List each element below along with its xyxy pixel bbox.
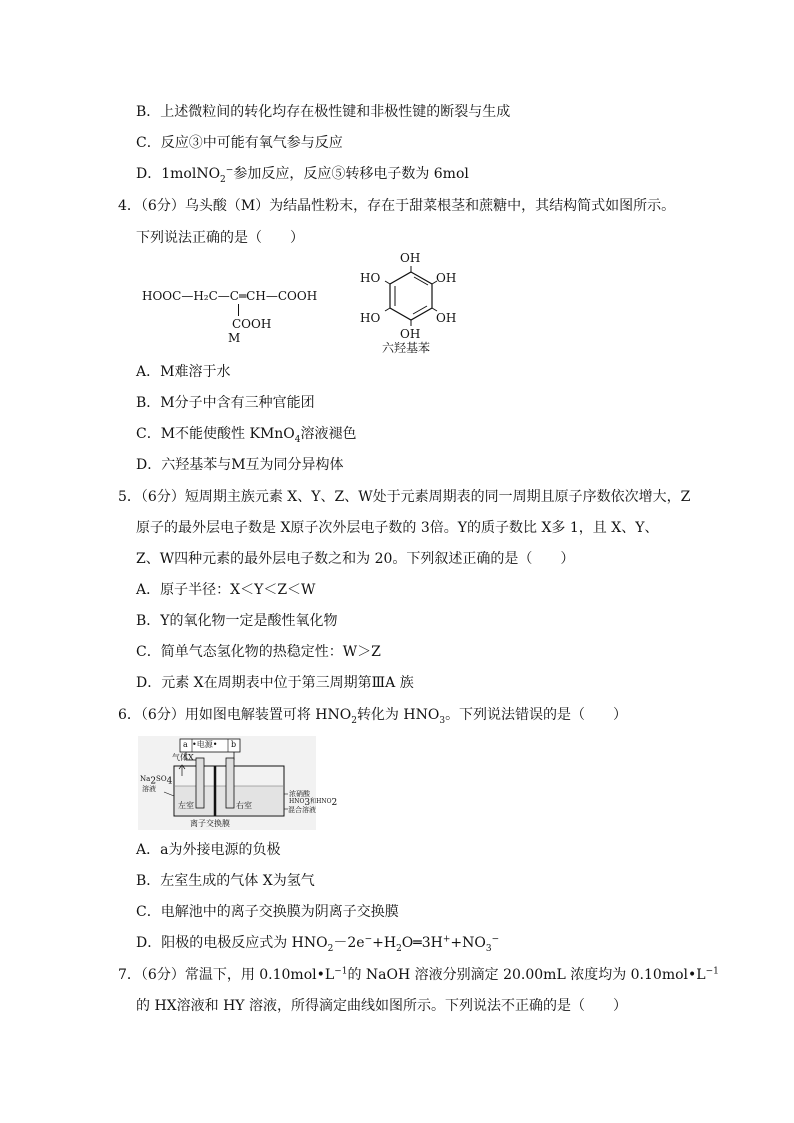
hexahydroxybenzene-structure	[356, 251, 466, 355]
electrolysis-apparatus-figure	[138, 736, 338, 830]
fig-terminal-b: b	[231, 740, 237, 749]
q4-option-c: C．M不能使酸性 KMnO$_4$溶液褪色	[136, 426, 357, 445]
q5-stem-line3: Z、W四种元素的最外层电子数之和为 20。下列叙述正确的是（ ）	[136, 551, 575, 567]
fig-na2so4-label: $Na_2SO_4$	[140, 775, 173, 787]
q5-option-d: D．元素 X在周期表中位于第三周期第ⅢA 族	[136, 675, 414, 691]
q3-option-d: D．1molNO$_2$−参加反应，反应⑤转移电子数为 6mol	[136, 165, 469, 185]
hex-oh-right-top: OH	[436, 271, 457, 285]
q5-stem-line1: 5．（6分）短周期主族元素 X、Y、Z、W处于元素周期表的同一周期且原子序数依次增大，Z	[118, 489, 691, 505]
q5-option-a: A．原子半径：X＜Y＜Z＜W	[136, 582, 316, 598]
q6-option-b: B．左室生成的气体 X为氢气	[136, 873, 315, 889]
hex-label: 六羟基苯	[382, 341, 431, 355]
hex-oh-bottom: OH	[400, 327, 421, 341]
fig-conc-nitric: 浓硝酸	[289, 790, 310, 798]
hex-ho-left-top: HO	[360, 271, 381, 285]
fig-solution-label: 溶液	[142, 785, 156, 793]
fig-power-label: •电源•	[192, 740, 218, 749]
fig-membrane-label: 离子交换膜	[190, 819, 230, 828]
q5-option-b: B．Y的氧化物一定是酸性氧化物	[136, 613, 338, 629]
q4-option-d: D．六羟基苯与M互为同分异构体	[136, 457, 344, 473]
fig-terminal-a: a	[183, 740, 188, 749]
q6-stem: 6．（6分）用如图电解装置可将 $HNO_2$转化为 $HNO_3$。下列说法错误的是（ ）	[118, 707, 628, 726]
q6-option-c: C．电解池中的离子交换膜为阴离子交换膜	[136, 904, 399, 920]
fig-right-chamber: 右室	[236, 801, 252, 810]
q7-stem-line1: 7．（6分）常温下，用 $0.10mol•L^{-1}$的 NaOH 溶液分别滴定 20.00mL 浓度均为 $0.10mol•L^{-1}$	[118, 966, 719, 983]
fig-mix-label: $HNO_3$和$HNO_2$	[289, 798, 338, 809]
hex-ho-left-bottom: HO	[360, 311, 381, 325]
q6-option-d: D．阳极的电极反应式为 $HNO_2-2e^-+H_2O═3H^++NO_3^-$	[136, 934, 500, 954]
q4-stem-line1: 4．（6分）乌头酸（M）为结晶性粉末，存在于甜菜根茎和蔗糖中，其结构简式如图所示。	[118, 198, 676, 214]
hex-oh-top: OH	[400, 251, 421, 265]
q4-option-a: A．M难溶于水	[136, 364, 231, 380]
structure-label-m: M	[228, 331, 241, 345]
structure-branch: COOH	[232, 317, 272, 331]
aconitic-acid-structure	[140, 262, 340, 352]
structure-main-chain: HOOC—H₂C—C═CH—COOH	[142, 289, 318, 303]
hex-oh-right-bottom: OH	[436, 311, 457, 325]
fig-left-chamber: 左室	[178, 801, 194, 810]
q3-option-c: C．反应③中可能有氧气参与反应	[136, 135, 343, 151]
q3-option-b: B．上述微粒间的转化均存在极性键和非极性键的断裂与生成	[136, 104, 511, 120]
q4-stem-line2: 下列说法正确的是（ ）	[136, 230, 304, 246]
q5-stem-line2: 原子的最外层电子数是 X原子次外层电子数的 3倍。Y的质子数比 X多 1，且 X、Y、	[136, 520, 659, 536]
fig-gas-x: 气体X	[172, 753, 194, 762]
q6-option-a: A．a为外接电源的负极	[136, 842, 281, 858]
q7-stem-line2: 的 HX溶液和 HY 溶液，所得滴定曲线如图所示。下列说法不正确的是（ ）	[136, 998, 627, 1014]
q4-option-b: B．M分子中含有三种官能团	[136, 395, 315, 411]
q5-option-c: C．简单气态氢化物的热稳定性：W＞Z	[136, 644, 381, 660]
fig-mix-solution: 混合溶液	[288, 806, 316, 814]
